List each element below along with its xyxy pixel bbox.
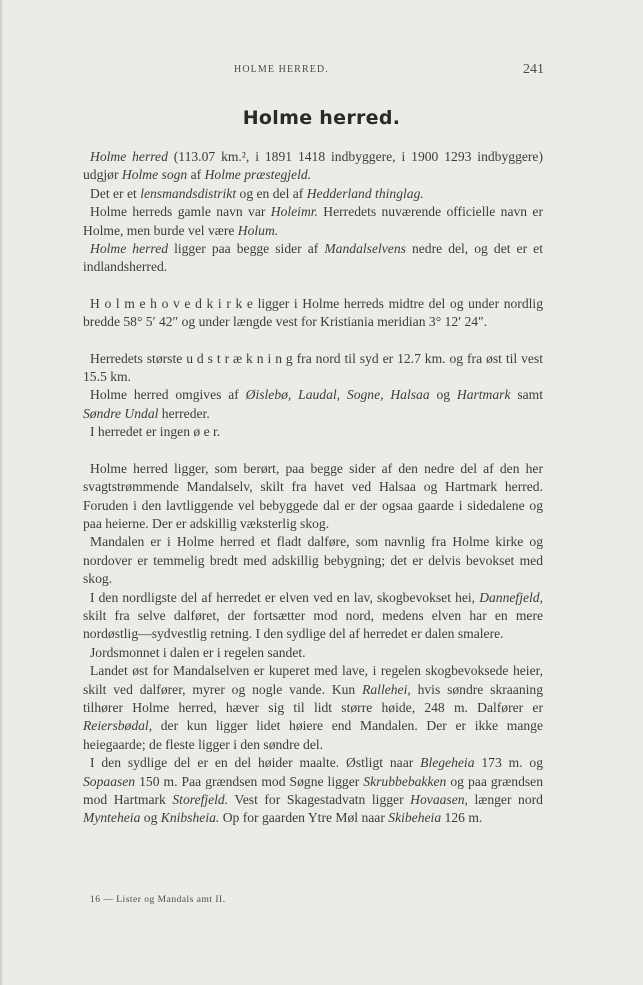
paragraph: Holme herreds gamle navn var Holeimr. Herredets nuværende officielle navn er Holme, men burde vel være Holum. xyxy=(83,204,543,238)
paragraph: I den sydlige del er en del høider maalte. Østligt naar Blegeheia 173 m. og Sopaasen 150 m. Paa grændsen mod Søgne ligger Skrubbebakken og paa grændsen mod Hartmark Storefjeld. Vest for Skagestadvatn ligger Hovaasen, længer nord Mynteheia og Knibsheia. Op for gaarden Ytre Møl naar Skibeheia 126 m. xyxy=(83,755,544,826)
running-title: HOLME HERRED. xyxy=(234,64,329,75)
paragraph: Herredets største u d s t r æ k n i n g fra nord til syd er 12.7 km. og fra øst til vest 15.5 km. xyxy=(83,350,543,385)
chapter-title: Holme herred. xyxy=(242,107,401,129)
paragraph: Det er et lensmandsdistrikt og en del af Hedderland thinglag. xyxy=(90,185,424,201)
paragraph: Holme herred omgives af Øislebø, Laudal, Sogne, Halsaa og Hartmark samt Søndre Undal herreder. xyxy=(83,387,543,421)
page-edge xyxy=(0,0,3,985)
paragraph: Holme herred ligger paa begge sider af Mandalselvens nedre del, og det er et indlandsherred. xyxy=(83,241,543,275)
paragraph-gap xyxy=(83,442,543,460)
page-number: 241 xyxy=(523,62,544,77)
paragraph: Holme herred ligger, som berørt, paa begge sider af den nedre del af den her svagtstrømmende Mandalselv, skilt fra havet ved Halsaa og Hartmark herred. Foruden i den lavtliggende vel bebyggede dal er der ogsaa gaarde i sidedalene og paa heierne. Der er adskillig væksterlig skog. xyxy=(83,460,543,531)
paragraph: I den nordligste del af herredet er elven ved en lav, skogbevokset hei, Dannefjeld, skilt fra selve dalføret, der fortsætter mod nord, medens elven har en mere nordøstlig—sydvestlig retning. I den sydlige del af herredet er dalen smalere. xyxy=(83,589,543,642)
paragraph: Holme herred (113.07 km.², i 1891 1418 indbyggere, i 1900 1293 indbyggere) udgjør Holme sogn af Holme præstegjeld. xyxy=(83,149,543,183)
paragraph: Landet øst for Mandalselven er kuperet med lave, i regelen skogbevoksede heier, skilt ved dalfører, myrer og nogle vande. Kun Rallehei, hvis søndre skraaning tilhører Holme herred, hæver sig til lidt større høide, 248 m. Dalfører er Reiersbødal, der kun ligger lidet høiere end Mandalen. Der er ikke mange heiegaarde; de fleste ligger i den søndre del. xyxy=(83,663,543,752)
paragraph: Mandalen er i Holme herred et fladt dalføre, som navnlig fra Holme kirke og nordover er temmelig bredt med adskillig bebygning; det er delvis bevokset med skog. xyxy=(83,534,543,587)
paragraph: Jordsmonnet i dalen er i regelen sandet. xyxy=(90,644,306,660)
paragraph: H o l m e h o v e d k i r k e ligger i Holme herreds midtre del og under nordlig bredde 58° 5′ 42″ og under længde vest for Kristiania meridian 3° 12′ 24″. xyxy=(83,295,543,330)
running-header xyxy=(84,62,544,82)
signature-footnote: 16 — Lister og Mandals amt II. xyxy=(90,895,226,905)
paragraph-gap xyxy=(83,277,543,295)
paragraph-gap xyxy=(83,332,543,350)
body-text xyxy=(83,148,543,828)
paragraph: I herredet er ingen ø e r. xyxy=(90,424,221,440)
